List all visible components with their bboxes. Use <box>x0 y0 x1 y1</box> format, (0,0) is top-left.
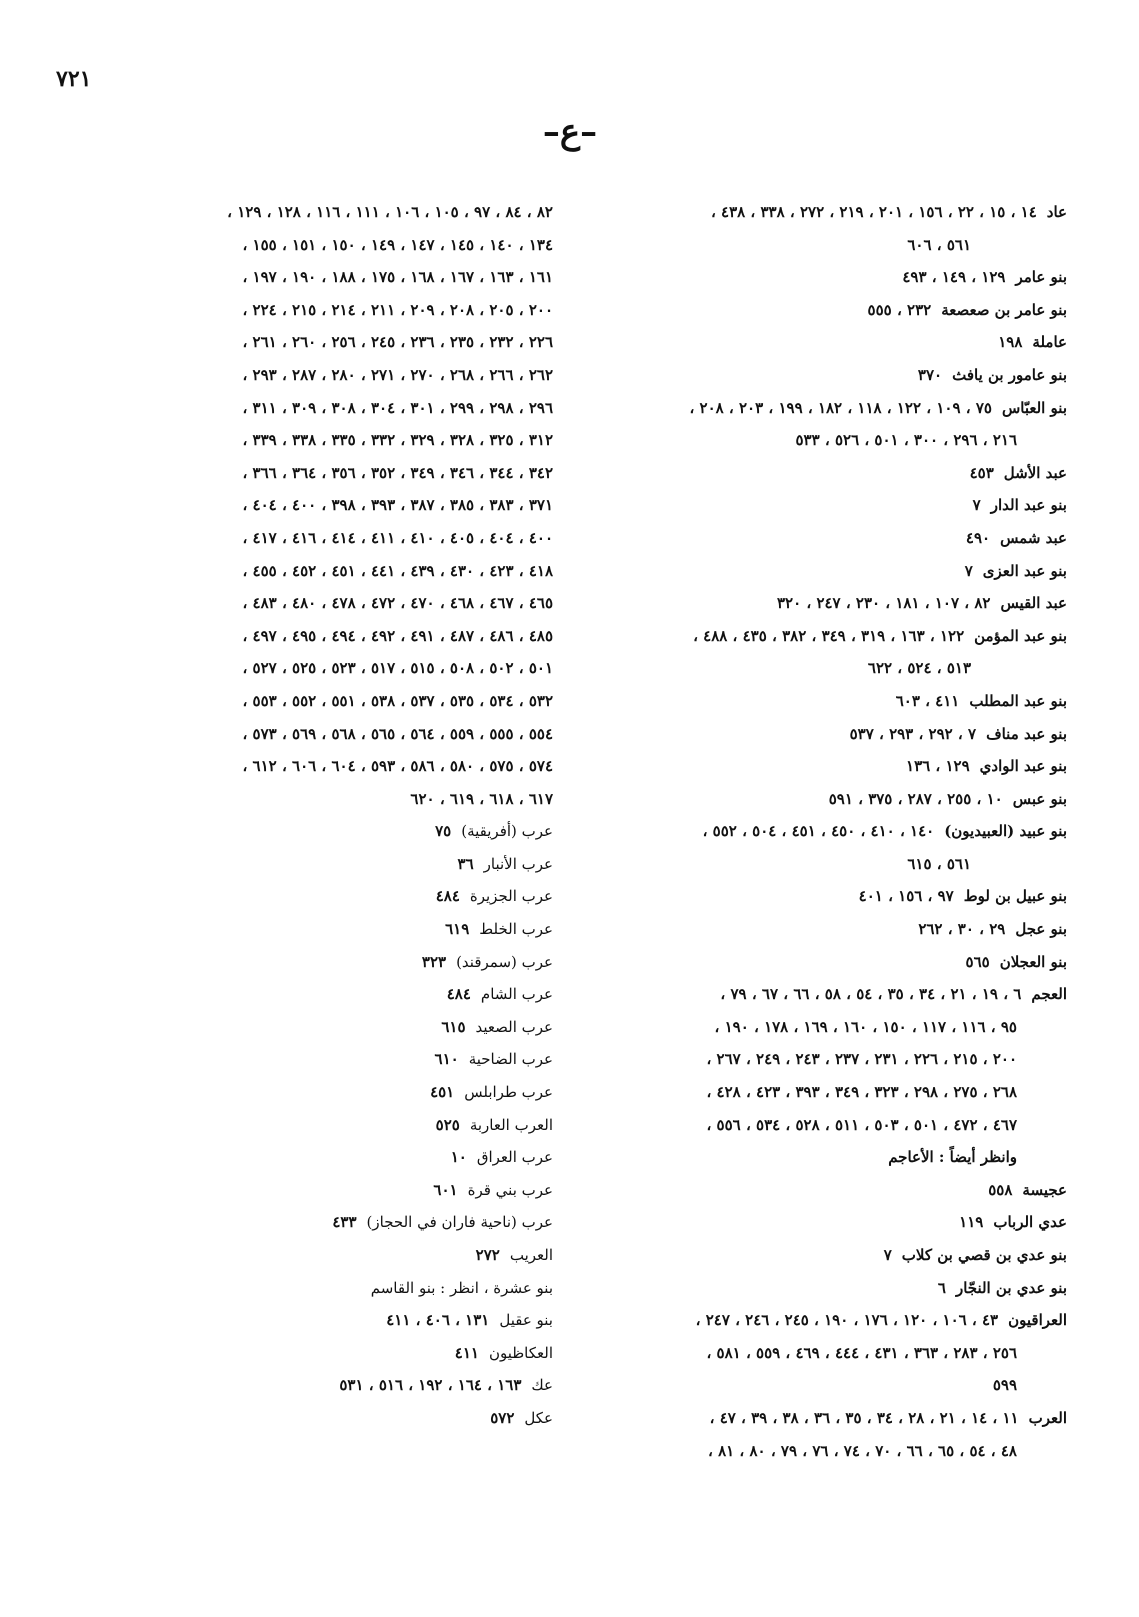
entry-page-numbers: ٣٧١ ، ٣٨٣ ، ٣٨٥ ، ٣٨٧ ، ٣٩٣ ، ٣٩٨ ، ٤٠٠ ، ٤٠٤ ، <box>242 496 553 515</box>
entry-page-numbers: ٥٥٨ <box>988 1180 1013 1199</box>
entry-heading: عاد <box>1046 203 1067 221</box>
entry-page-numbers: ١٩٨ <box>998 333 1023 352</box>
entry-page-numbers: ٦١٥ <box>441 1017 466 1036</box>
index-entry <box>77 196 553 229</box>
entry-page-numbers: ١٦١ ، ١٦٣ ، ١٦٧ ، ١٦٨ ، ١٧٥ ، ١٨٨ ، ١٩٠ ، ١٩٧ ، <box>242 268 553 287</box>
entry-page-numbers: ١١٩ <box>959 1213 984 1232</box>
entry-page-numbers: ٤٩٠ <box>965 528 991 547</box>
entry-page-numbers: ٥٦٥ <box>965 952 990 971</box>
index-entry <box>597 620 1067 653</box>
index-column-left <box>77 196 553 1435</box>
index-entry <box>597 522 1067 555</box>
index-entry <box>597 1174 1067 1207</box>
index-entry <box>77 1206 553 1239</box>
entry-page-numbers: ١٠ <box>450 1148 467 1167</box>
entry-heading: بنو عبد الدار <box>990 496 1067 515</box>
entry-page-numbers: ٤١١ <box>454 1343 479 1362</box>
entry-page-numbers: ١٤ ، ١٥ ، ٢٢ ، ١٥٦ ، ٢٠١ ، ٢١٩ ، ٢٧٢ ، ٣٣٨ ، ٤٣٨ ، <box>710 203 1037 221</box>
index-entry <box>77 1174 553 1207</box>
entry-page-numbers: ٢٥٦ ، ٢٨٣ ، ٣٦٣ ، ٤٣١ ، ٤٤٤ ، ٤٦٩ ، ٥٥٩ ، ٥٨١ ، <box>706 1343 1017 1362</box>
index-entry <box>77 326 553 359</box>
entry-page-numbers: ٩٧ ، ١٥٦ ، ٤٠١ <box>858 887 954 906</box>
page-number: ٧٢١ <box>56 66 92 92</box>
entry-page-numbers: ٣١٢ ، ٣٢٥ ، ٣٢٨ ، ٣٢٩ ، ٣٣٢ ، ٣٣٥ ، ٣٣٨ ، ٣٣٩ ، <box>242 431 553 450</box>
index-entry <box>597 1206 1067 1239</box>
entry-page-numbers: ١٢٢ ، ١٦٣ ، ٣١٩ ، ٣٤٩ ، ٣٨٢ ، ٤٣٥ ، ٤٨٨ ، <box>693 626 965 645</box>
index-entry <box>597 489 1067 522</box>
entry-page-numbers: ٣٤٢ ، ٣٤٤ ، ٣٤٦ ، ٣٤٩ ، ٣٥٢ ، ٣٥٦ ، ٣٦٤ ، ٣٦٦ ، <box>242 463 553 482</box>
index-entry <box>597 685 1067 718</box>
entry-page-numbers: ١٢٩ ، ١٣٦ <box>906 757 970 776</box>
entry-page-numbers: وانظر أيضاً : الأعاجم <box>888 1148 1017 1167</box>
index-entry <box>597 555 1067 588</box>
index-entry <box>77 1043 553 1076</box>
entry-page-numbers: ٢٠٠ ، ٢١٥ ، ٢٢٦ ، ٢٣١ ، ٢٣٧ ، ٢٤٣ ، ٢٤٩ ، ٢٦٧ ، <box>706 1050 1017 1069</box>
index-entry <box>597 261 1067 294</box>
entry-page-numbers: ٧ ، ٢٩٢ ، ٢٩٣ ، ٥٣٧ <box>849 724 977 743</box>
entry-page-numbers: ٤٥١ <box>430 1083 455 1102</box>
entry-page-numbers: ٦ <box>937 1278 946 1297</box>
entry-heading: بنو عبيل بن لوط <box>963 887 1067 906</box>
index-entry <box>77 489 553 522</box>
entry-page-numbers: ٤٨٥ ، ٤٨٦ ، ٤٨٧ ، ٤٩١ ، ٤٩٢ ، ٤٩٤ ، ٤٩٥ ، ٤٩٧ ، <box>242 626 553 645</box>
entry-page-numbers: ١٣١ ، ٤٠٦ ، ٤١١ <box>386 1311 490 1330</box>
index-entry <box>597 424 1067 457</box>
entry-heading: بنو العبّاس <box>1001 398 1067 417</box>
entry-page-numbers: ٤٥٣ <box>969 463 994 482</box>
index-entry <box>77 1369 553 1402</box>
entry-page-numbers: ٨٢ ، ٨٤ ، ٩٧ ، ١٠٥ ، ١٠٦ ، ١١١ ، ١١٦ ، ١٢٨ ، ١٢٩ ، <box>227 203 553 221</box>
index-entry <box>597 229 1067 262</box>
entry-heading: بنو عبد الوادي <box>979 757 1067 776</box>
entry-page-numbers: ٥٥٤ ، ٥٥٥ ، ٥٥٩ ، ٥٦٤ ، ٥٦٥ ، ٥٦٨ ، ٥٦٩ ، ٥٧٣ ، <box>242 724 553 743</box>
entry-page-numbers: ١٦٣ ، ١٦٤ ، ١٩٢ ، ٥١٦ ، ٥٣١ <box>339 1376 522 1395</box>
index-entry <box>597 1109 1067 1142</box>
entry-heading: عجيسة <box>1022 1180 1067 1199</box>
entry-heading: العكاظيون <box>488 1343 553 1362</box>
entry-page-numbers: ٤١٨ ، ٤٢٣ ، ٤٣٠ ، ٤٣٩ ، ٤٤١ ، ٤٥١ ، ٤٥٢ ، ٤٥٥ ، <box>242 561 553 580</box>
entry-heading: بنو عبيد (العبيديون) <box>944 822 1067 841</box>
index-column-right <box>597 196 1067 1467</box>
entry-heading: عرب طرابلس <box>464 1083 553 1102</box>
index-entry <box>597 1272 1067 1305</box>
index-entry <box>597 1076 1067 1109</box>
index-entry <box>597 326 1067 359</box>
entry-heading: عرب بني قرة <box>467 1180 553 1199</box>
entry-page-numbers: ٧ <box>972 496 981 515</box>
entry-heading: العجم <box>1031 985 1067 1004</box>
entry-heading: بنو عبد المطلب <box>969 691 1067 710</box>
entry-heading: عاملة <box>1032 333 1067 352</box>
index-entry <box>597 783 1067 816</box>
index-entry <box>77 587 553 620</box>
index-entry <box>597 978 1067 1011</box>
entry-page-numbers: ٥٢٥ <box>435 1115 460 1134</box>
entry-page-numbers: ٥٧٤ ، ٥٧٥ ، ٥٨٠ ، ٥٨٦ ، ٥٩٣ ، ٦٠٤ ، ٦٠٦ ، ٦١٢ ، <box>242 757 553 776</box>
entry-heading: عرب الأنبار <box>483 854 553 873</box>
index-entry <box>77 1402 553 1435</box>
index-entry <box>77 294 553 327</box>
entry-page-numbers: ١٢٩ ، ١٤٩ ، ٤٩٣ <box>902 268 1006 287</box>
index-entry <box>77 750 553 783</box>
entry-page-numbers: ٢٠٠ ، ٢٠٥ ، ٢٠٨ ، ٢٠٩ ، ٢١١ ، ٢١٤ ، ٢١٥ ، ٢٢٤ ، <box>242 300 553 319</box>
entry-heading: العرب <box>1028 1408 1067 1427</box>
index-entry <box>77 652 553 685</box>
entry-heading: عبد الأشل <box>1003 463 1067 482</box>
entry-heading: بنو عقيل <box>499 1311 553 1330</box>
entry-heading: عرب (سمرقند) <box>456 952 553 971</box>
entry-heading: بنو عدي بن قصي بن كلاب <box>901 1246 1067 1264</box>
entry-page-numbers: ١٤٠ ، ٤١٠ ، ٤٥٠ ، ٤٥١ ، ٥٠٤ ، ٥٥٢ ، <box>702 822 935 841</box>
index-entry <box>597 196 1067 229</box>
entry-page-numbers: ٣٦ <box>457 854 474 873</box>
entry-heading: عرب الشام <box>480 985 553 1004</box>
entry-heading: بنو عشرة ، انظر : بنو القاسم <box>370 1278 553 1297</box>
index-entry <box>597 457 1067 490</box>
entry-page-numbers: ٤٨٤ <box>446 985 471 1004</box>
entry-page-numbers: ٤٠٠ ، ٤٠٤ ، ٤٠٥ ، ٤١٠ ، ٤١١ ، ٤١٤ ، ٤١٦ ، ٤١٧ ، <box>242 528 553 547</box>
entry-heading: بنو عامر بن صعصعة <box>941 300 1067 319</box>
index-entry <box>597 652 1067 685</box>
index-entry <box>77 880 553 913</box>
entry-page-numbers: ٤٨٤ <box>435 887 460 906</box>
entry-page-numbers: ١١ ، ١٤ ، ٢١ ، ٢٨ ، ٣٤ ، ٣٥ ، ٣٦ ، ٣٨ ، ٣٩ ، ٤٧ ، <box>709 1408 1019 1427</box>
index-entry <box>597 1239 1067 1272</box>
entry-page-numbers: ٢١٦ ، ٢٩٦ ، ٣٠٠ ، ٥٠١ ، ٥٢٦ ، ٥٣٣ <box>795 431 1017 450</box>
entry-heading: عك <box>531 1376 553 1395</box>
entry-heading: عرب الصعيد <box>475 1017 553 1036</box>
index-entry <box>597 913 1067 946</box>
entry-heading: بنو عبد مناف <box>986 724 1067 743</box>
entry-page-numbers: ٥٦١ ، ٦١٥ <box>907 854 971 873</box>
index-entry <box>77 229 553 262</box>
index-entry <box>77 978 553 1011</box>
index-entry <box>77 522 553 555</box>
index-entry <box>597 848 1067 881</box>
entry-page-numbers: ٣٢٣ <box>421 952 447 971</box>
index-entry <box>77 1011 553 1044</box>
entry-heading: بنو عجل <box>1015 920 1067 939</box>
index-entry <box>597 1369 1067 1402</box>
index-entry <box>77 1239 553 1272</box>
index-entry <box>77 815 553 848</box>
entry-page-numbers: ٩٥ ، ١١٦ ، ١١٧ ، ١٥٠ ، ١٦٠ ، ١٦٩ ، ١٧٨ ، ١٩٠ ، <box>714 1017 1017 1036</box>
entry-page-numbers: ٤٨ ، ٥٤ ، ٦٥ ، ٦٦ ، ٧٠ ، ٧٤ ، ٧٦ ، ٧٩ ، ٨٠ ، ٨١ ، <box>708 1441 1017 1460</box>
index-entry <box>77 555 553 588</box>
entry-heading: بنو عامور بن يافث <box>952 365 1067 384</box>
entry-page-numbers: ٦١٠ <box>434 1050 459 1069</box>
index-entry <box>597 1337 1067 1370</box>
entry-page-numbers: ٦٠١ <box>433 1180 458 1199</box>
entry-heading: عرب الخلط <box>479 920 553 939</box>
index-entry <box>77 685 553 718</box>
entry-heading: بنو عامر <box>1015 268 1067 287</box>
entry-heading: عرب الجزيرة <box>469 887 553 906</box>
index-entry <box>597 946 1067 979</box>
entry-heading: بنو عبد المؤمن <box>974 626 1067 645</box>
entry-heading: عرب (أفريقية) <box>461 822 553 841</box>
entry-page-numbers: ٢٩ ، ٣٠ ، ٢٦٢ <box>918 920 1006 939</box>
entry-page-numbers: ٧٥ ، ١٠٩ ، ١٢٢ ، ١١٨ ، ١٨٢ ، ١٩٩ ، ٢٠٣ ، ٢٠٨ ، <box>689 398 992 417</box>
index-entry <box>597 880 1067 913</box>
entry-heading: بنو العجلان <box>999 952 1067 971</box>
index-entry <box>77 946 553 979</box>
entry-page-numbers: ٥١٣ ، ٥٢٤ ، ٦٢٢ <box>867 659 971 678</box>
entry-page-numbers: ٥٩٩ <box>992 1376 1017 1395</box>
entry-heading: عبد القيس <box>1000 594 1067 613</box>
entry-page-numbers: ٦١٧ ، ٦١٨ ، ٦١٩ ، ٦٢٠ <box>410 789 553 808</box>
entry-page-numbers: ٤٣ ، ١٠٦ ، ١٢٠ ، ١٧٦ ، ١٩٠ ، ٢٤٥ ، ٢٤٦ ، ٢٤٧ ، <box>695 1311 999 1330</box>
entry-page-numbers: ٢٩٦ ، ٢٩٨ ، ٢٩٩ ، ٣٠١ ، ٣٠٤ ، ٣٠٨ ، ٣٠٩ ، ٣١١ ، <box>242 398 553 417</box>
index-entry <box>597 815 1067 848</box>
index-entry <box>597 587 1067 620</box>
entry-page-numbers: ٤٦٥ ، ٤٦٧ ، ٤٦٨ ، ٤٧٠ ، ٤٧٢ ، ٤٧٨ ، ٤٨٠ ، ٤٨٣ ، <box>242 594 553 613</box>
index-entry <box>77 457 553 490</box>
entry-heading: بنو عدي بن النجّار <box>955 1278 1067 1297</box>
index-entry <box>597 1011 1067 1044</box>
index-entry <box>77 848 553 881</box>
section-letter-heading: –ع– <box>542 112 598 152</box>
index-entry <box>597 750 1067 783</box>
entry-page-numbers: ١٠ ، ٢٥٥ ، ٢٨٧ ، ٣٧٥ ، ٥٩١ <box>828 789 1003 808</box>
index-entry <box>77 620 553 653</box>
entry-heading: عرب الضاحية <box>468 1050 553 1069</box>
index-entry <box>597 359 1067 392</box>
entry-heading: بنو عبس <box>1012 789 1067 808</box>
entry-heading: عدي الرباب <box>993 1213 1067 1232</box>
entry-page-numbers: ٢٦٨ ، ٢٧٥ ، ٢٩٨ ، ٣٢٣ ، ٣٤٩ ، ٣٩٣ ، ٤٢٣ ، ٤٢٨ ، <box>706 1083 1017 1102</box>
entry-page-numbers: ٥٧٢ <box>490 1408 515 1427</box>
index-entry <box>77 359 553 392</box>
entry-page-numbers: ٢٦٢ ، ٢٦٦ ، ٢٦٨ ، ٢٧٠ ، ٢٧١ ، ٢٨٠ ، ٢٨٧ ، ٢٩٣ ، <box>242 365 553 384</box>
index-entry <box>597 294 1067 327</box>
entry-heading: بنو عبد العزى <box>982 561 1067 580</box>
index-entry <box>597 1435 1067 1468</box>
entry-page-numbers: ٥٦١ ، ٦٠٦ <box>907 235 971 254</box>
entry-heading: عبد شمس <box>1000 528 1067 547</box>
entry-page-numbers: ٧ <box>883 1246 892 1264</box>
entry-page-numbers: ٢٧٢ <box>475 1246 500 1264</box>
entry-page-numbers: ١٣٤ ، ١٤٠ ، ١٤٥ ، ١٤٧ ، ١٤٩ ، ١٥٠ ، ١٥١ ، ١٥٥ ، <box>242 235 553 254</box>
entry-page-numbers: ٦١٩ <box>445 920 470 939</box>
index-entry <box>77 424 553 457</box>
entry-page-numbers: ٢٣٢ ، ٥٥٥ <box>867 300 932 319</box>
entry-page-numbers: ٥٠١ ، ٥٠٢ ، ٥٠٨ ، ٥١٥ ، ٥١٧ ، ٥٢٣ ، ٥٢٥ ، ٥٢٧ ، <box>242 659 553 678</box>
index-entry <box>597 1304 1067 1337</box>
index-entry <box>77 1141 553 1174</box>
entry-page-numbers: ٥٣٢ ، ٥٣٤ ، ٥٣٥ ، ٥٣٧ ، ٥٣٨ ، ٥٥١ ، ٥٥٢ ، ٥٥٣ ، <box>242 691 553 710</box>
index-entry <box>77 1337 553 1370</box>
index-entry <box>597 392 1067 425</box>
index-entry <box>77 392 553 425</box>
entry-page-numbers: ٨٢ ، ١٠٧ ، ١٨١ ، ٢٣٠ ، ٢٤٧ ، ٣٢٠ <box>776 594 991 613</box>
index-entry <box>597 1043 1067 1076</box>
index-entry <box>77 1076 553 1109</box>
index-entry <box>77 1272 553 1305</box>
entry-heading: العرب العاربة <box>469 1115 553 1134</box>
entry-page-numbers: ٤٣٣ <box>332 1213 357 1232</box>
entry-heading: عرب (ناحية فاران في الحجاز) <box>366 1213 553 1232</box>
index-entry <box>597 1141 1067 1174</box>
index-entry <box>77 1304 553 1337</box>
entry-page-numbers: ٣٧٠ <box>917 365 943 384</box>
index-entry <box>77 261 553 294</box>
index-entry <box>77 913 553 946</box>
entry-heading: العريب <box>509 1246 553 1264</box>
entry-page-numbers: ٤١١ ، ٦٠٣ <box>895 691 960 710</box>
entry-page-numbers: ٦ ، ١٩ ، ٢١ ، ٣٤ ، ٣٥ ، ٥٤ ، ٥٨ ، ٦٦ ، ٦٧ ، ٧٩ ، <box>720 985 1022 1004</box>
index-entry <box>77 718 553 751</box>
entry-page-numbers: ٢٢٦ ، ٢٣٢ ، ٢٣٥ ، ٢٣٦ ، ٢٤٥ ، ٢٥٦ ، ٢٦٠ ، ٢٦١ ، <box>242 333 553 352</box>
index-entry <box>77 1109 553 1142</box>
entry-heading: العراقيون <box>1008 1311 1067 1330</box>
index-entry <box>597 1402 1067 1435</box>
entry-heading: عرب العراق <box>476 1148 553 1167</box>
entry-page-numbers: ٧٥ <box>435 822 452 841</box>
index-entry <box>77 783 553 816</box>
entry-heading: عكل <box>524 1408 553 1427</box>
entry-page-numbers: ٤٦٧ ، ٤٧٢ ، ٥٠١ ، ٥٠٣ ، ٥١١ ، ٥٢٨ ، ٥٣٤ ، ٥٥٦ ، <box>706 1115 1017 1134</box>
index-entry <box>597 718 1067 751</box>
entry-page-numbers: ٧ <box>964 561 973 580</box>
